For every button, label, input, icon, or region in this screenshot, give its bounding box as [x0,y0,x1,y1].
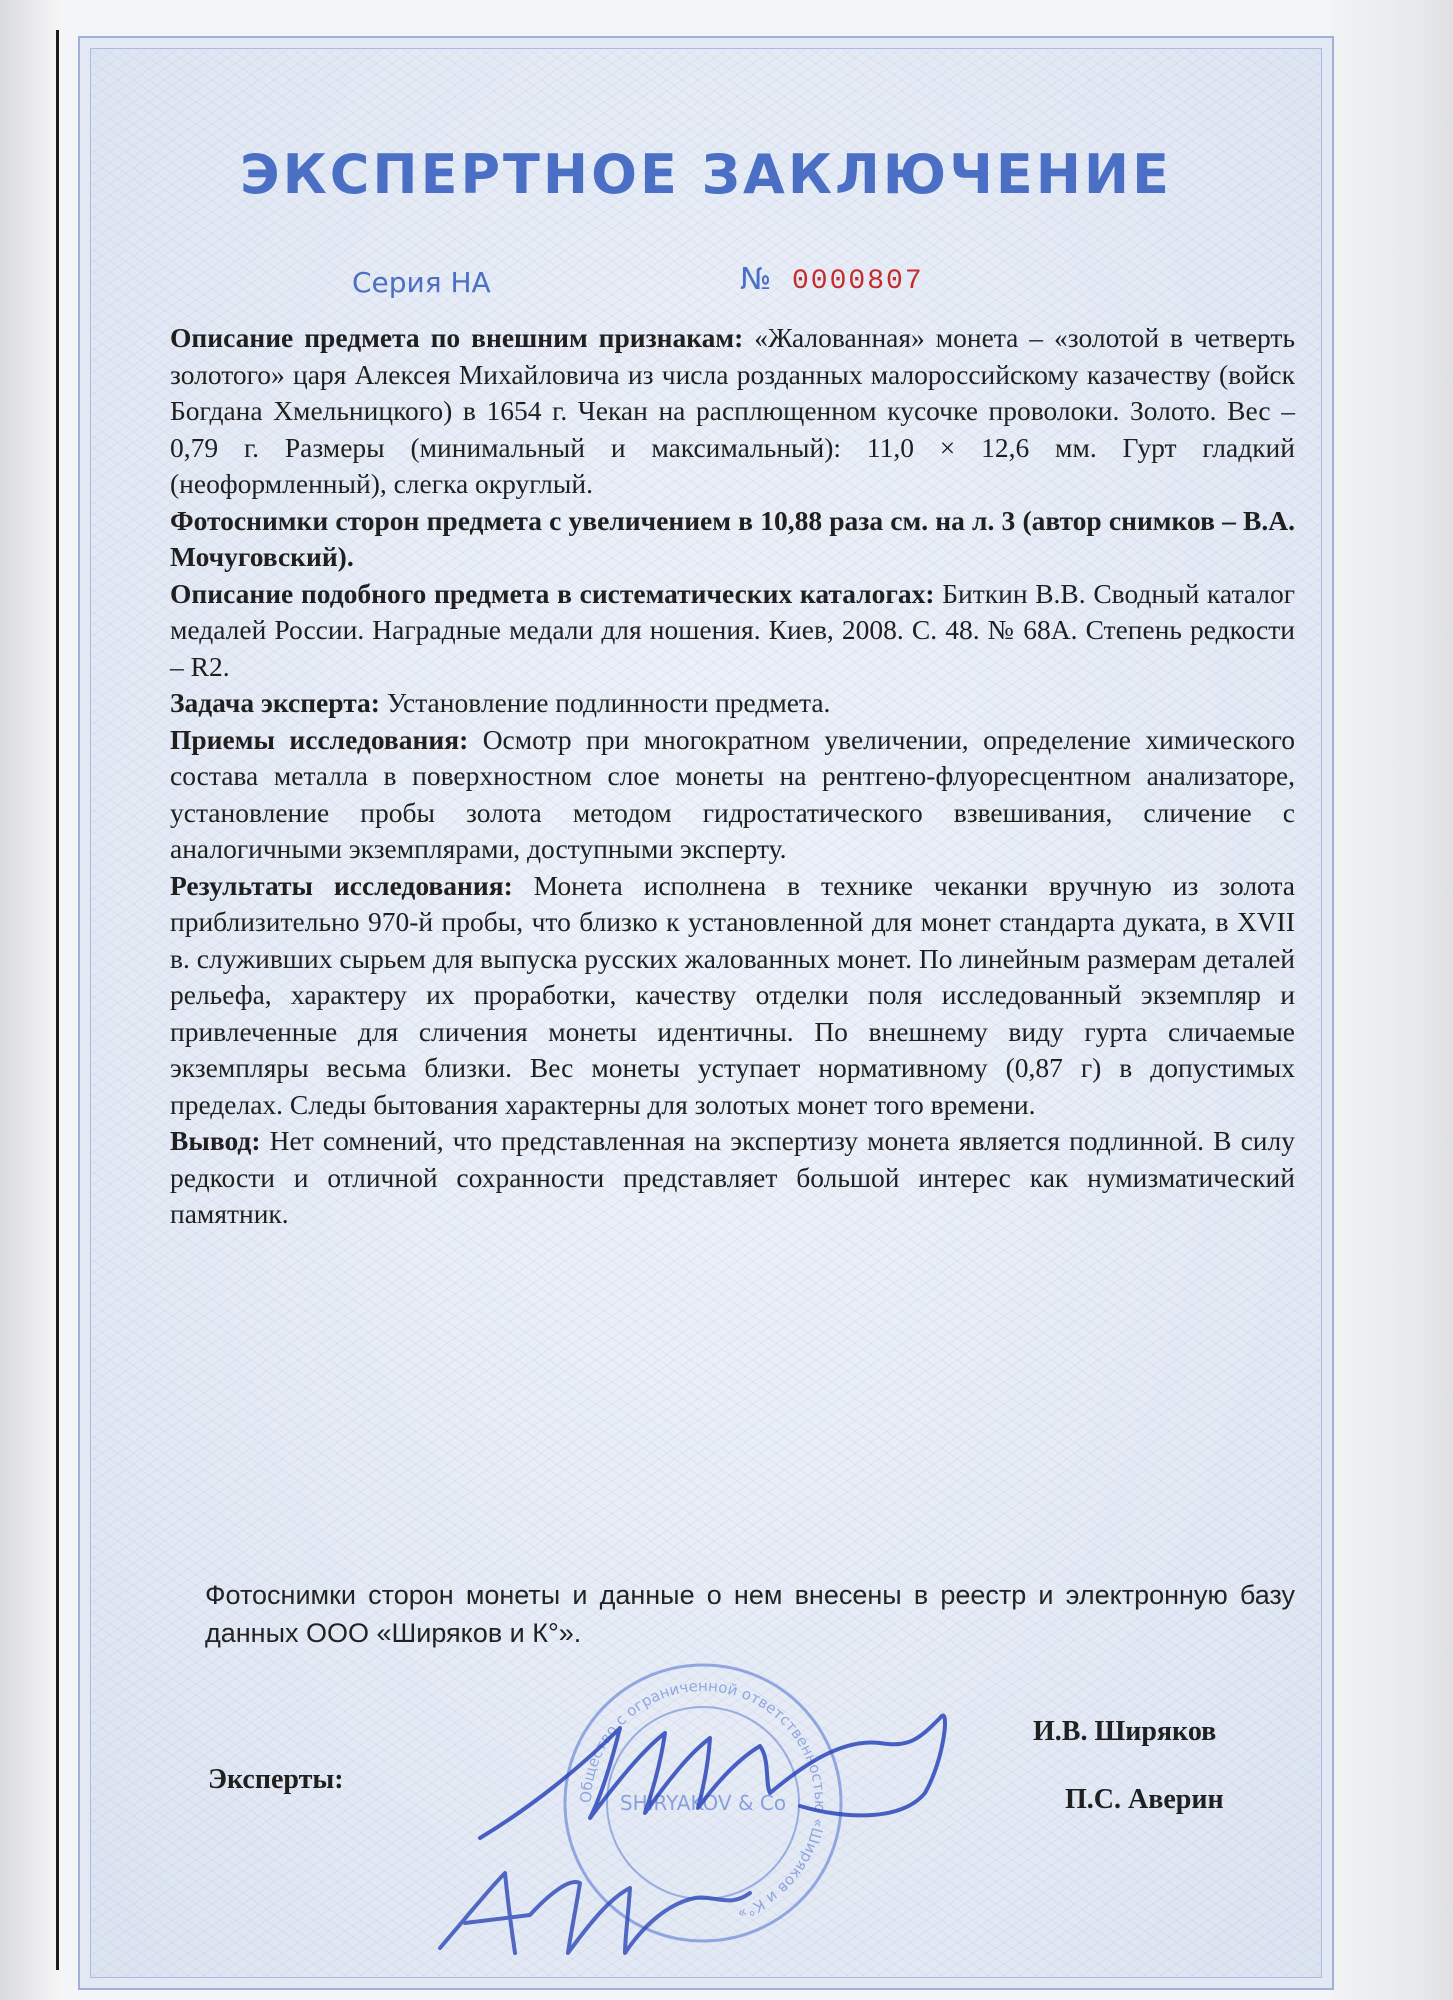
results-text: Монета исполнена в технике чеканки вручную из золота приблизительно 970-й пробы, что близко к установленной для монет стандарта дуката, в XVII в. служивших сырьем для выпуска русских жалованных монет. По линейным размерам деталей рельефа, характеру их проработки, качеству отделки поля исследованный экземпляр и привлеченные для сличения монеты идентичны. По внешнему виду гурта сличаемые экземпляры весьма близки. Вес монеты уступает нормативному (0,87 г) в допустимых пределах. Следы бытования характерны для золотых монет того времени. [170,869,1295,1120]
results-paragraph [170,868,1295,1124]
right-page-margin [1330,0,1453,2000]
description-text: «Жалованная» монета – «золотой в четверть золотого» царя Алексея Михайловича из числа розданных малороссийскому казачеству (войск Богдана Хмельницкого) в 1654 г. Чекан на расплющенном кусочке проволоки. Золото. Вес – 0,79 г. Размеры (минимальный и максимальный): 11,0 × 12,6 мм. Гурт гладкий (неоформленный), слегка округлый. [170,322,1295,499]
methods-label: Приемы исследования: [170,723,469,755]
conclusion-text: Нет сомнений, что представленная на экспертизу монета является подлинной. В силу редкости и отличной сохранности представляет большой интерес как нумизматический памятник. [170,1125,1295,1229]
catalog-text: Биткин В.В. Сводный каталог медалей России. Наградные медали для ношения. Киев, 2008. С. 48. № 68А. Степень редкости – R2. [170,577,1295,682]
left-page-fold [0,0,62,2000]
expert-name-averin: П.С. Аверин [1065,1784,1224,1815]
number-sign: № [740,262,772,297]
photos-paragraph [170,503,1295,576]
document-number: 0000807 [792,266,924,297]
methods-paragraph [170,722,1295,868]
stamp-center-text: SHIRYAKOV & Co [619,1791,787,1815]
fold-edge-line [56,30,59,1970]
conclusion-paragraph [170,1123,1295,1233]
experts-label: Эксперты: [208,1764,344,1795]
series-label: Серия НА [352,266,491,299]
photos-text: Фотоснимки сторон предмета с увеличением в 10,88 раза см. на л. 3 (автор снимков – В.А. Мочуговский). [170,504,1295,572]
results-label: Результаты исследования: [170,869,513,901]
description-paragraph [170,320,1295,503]
conclusion-body [170,320,1295,1233]
description-label: Описание предмета по внешним признакам: [170,322,744,353]
signature-shiryakov [470,1698,990,1858]
stamp-ring-textpath: Общество с ограниченной ответственностью «Ширяков и К°» [576,1676,830,1924]
expert-name-shiryakov: И.В. Ширяков [1033,1716,1217,1747]
task-text: Установление подлинности предмета. [379,687,831,718]
series-number-row [80,262,1332,312]
task-label: Задача эксперта: [170,687,380,718]
catalog-paragraph [170,576,1295,686]
certificate-sheet [78,36,1334,1990]
registry-note: Фотоснимки сторон монеты и данные о нем внесены в реестр и электронную базу данных ООО «Ширяков и К°». [205,1580,1295,1648]
signature-averin [430,1853,760,1973]
task-paragraph [170,685,1295,722]
conclusion-label: Вывод: [170,1125,261,1156]
methods-text: Осмотр при многократном увеличении, определение химического состава металла в поверхностном слое монеты на рентгено-флуоресцентном анализаторе, установление пробы золота методом гидростатического взвешивания, сличение с аналогичными экземплярами, доступными эксперту. [170,723,1295,864]
catalog-label: Описание подобного предмета в систематических каталогах: [170,577,935,609]
document-title: ЭКСПЕРТНОЕ ЗАКЛЮЧЕНИЕ [239,143,1172,206]
